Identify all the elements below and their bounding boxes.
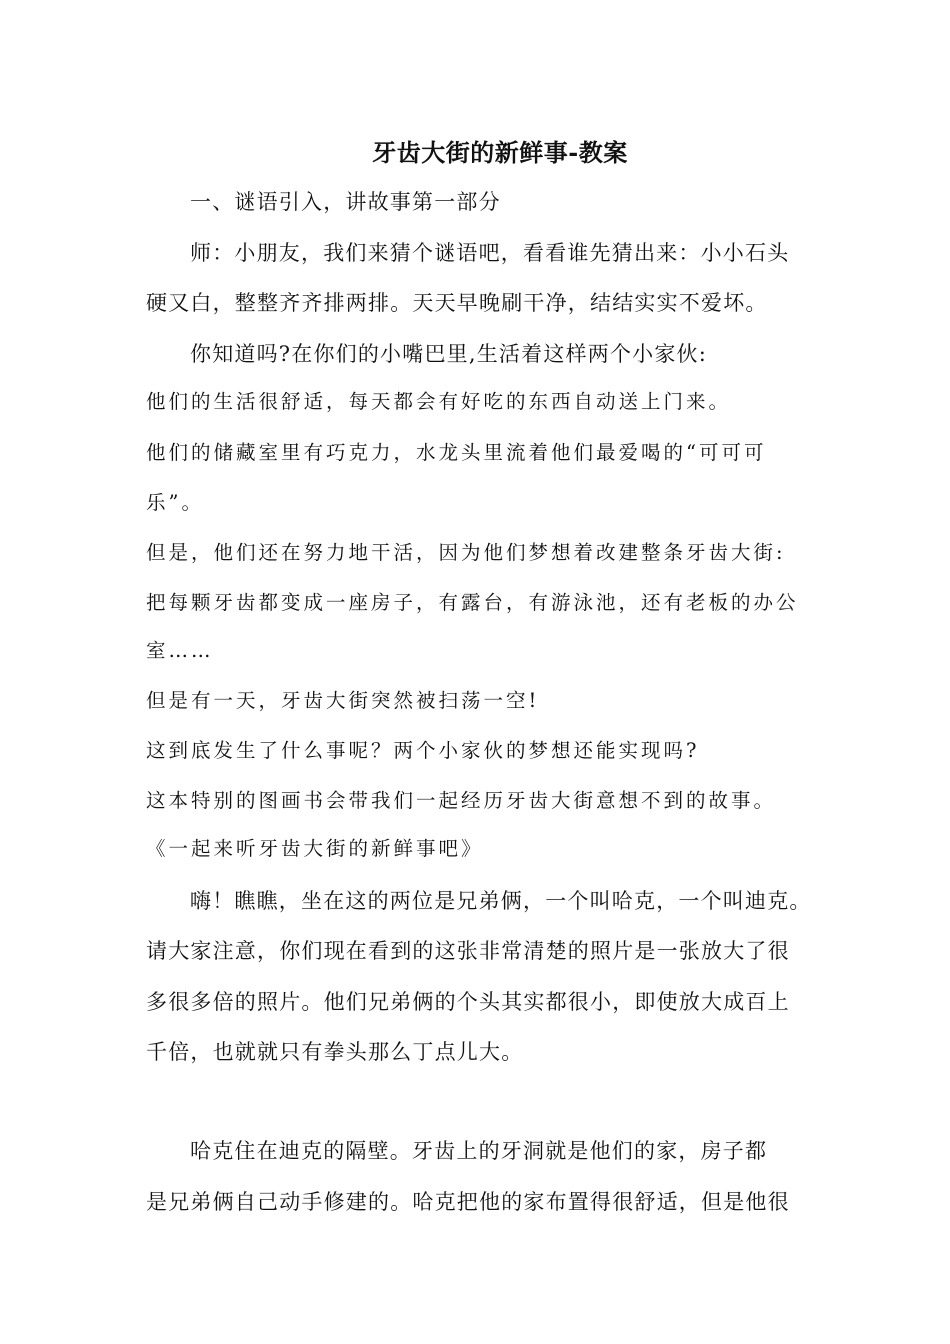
paragraph-line: 你知道吗?在你们的小嘴巴里,生活着这样两个小家伙: [190, 342, 708, 366]
paragraph-line: 硬又白，整整齐齐排两排。天天早晚刷干净，结结实实不爱坏。 [146, 291, 768, 315]
paragraph-line: 哈克住在迪克的隔壁。牙齿上的牙洞就是他们的家，房子都 [190, 1139, 768, 1163]
paragraph-line: 千倍，也就就只有拳头那么丁点儿大。 [146, 1040, 524, 1064]
paragraph-line: 把每颗牙齿都变成一座房子，有露台，有游泳池，还有老板的办公 [146, 591, 799, 614]
paragraph-line: 嗨！瞧瞧，坐在这的两位是兄弟俩，一个叫哈克，一个叫迪克。 [190, 889, 812, 913]
paragraph-line: 这本特别的图画书会带我们一起经历牙齿大街意想不到的故事。 [146, 789, 777, 812]
paragraph-line: 室…… [146, 639, 214, 662]
paragraph-line: 多很多倍的照片。他们兄弟俩的个头其实都很小，即使放大成百上 [146, 990, 790, 1014]
section-heading: 一、谜语引入，讲故事第一部分 [190, 190, 501, 214]
paragraph-line: 是兄弟俩自己动手修建的。哈克把他的家布置得很舒适，但是他很 [146, 1190, 790, 1214]
paragraph-line: 他们的储藏室里有巧克力，水龙头里流着他们最爱喝的“可可可 [146, 441, 767, 464]
paragraph-line: 但是有一天，牙齿大街突然被扫荡一空! [146, 689, 540, 712]
paragraph-line: 他们的生活很舒适，每天都会有好吃的东西自动送上门来。 [146, 390, 732, 413]
paragraph-line: 这到底发生了什么事呢？两个小家伙的梦想还能实现吗? [146, 739, 700, 762]
paragraph-line: 乐”。 [146, 491, 204, 514]
paragraph-line: 请大家注意，你们现在看到的这张非常清楚的照片是一张放大了很 [146, 939, 790, 963]
page-title: 牙齿大街的新鲜事-教案 [372, 138, 628, 167]
paragraph-line: 师：小朋友，我们来猜个谜语吧，看看谁先猜出来：小小石头 [190, 241, 790, 265]
paragraph-line: 但是，他们还在努力地干活，因为他们梦想着改建整条牙齿大街: [146, 541, 786, 564]
book-title-line: 《一起来听牙齿大街的新鲜事吧》 [146, 837, 484, 860]
